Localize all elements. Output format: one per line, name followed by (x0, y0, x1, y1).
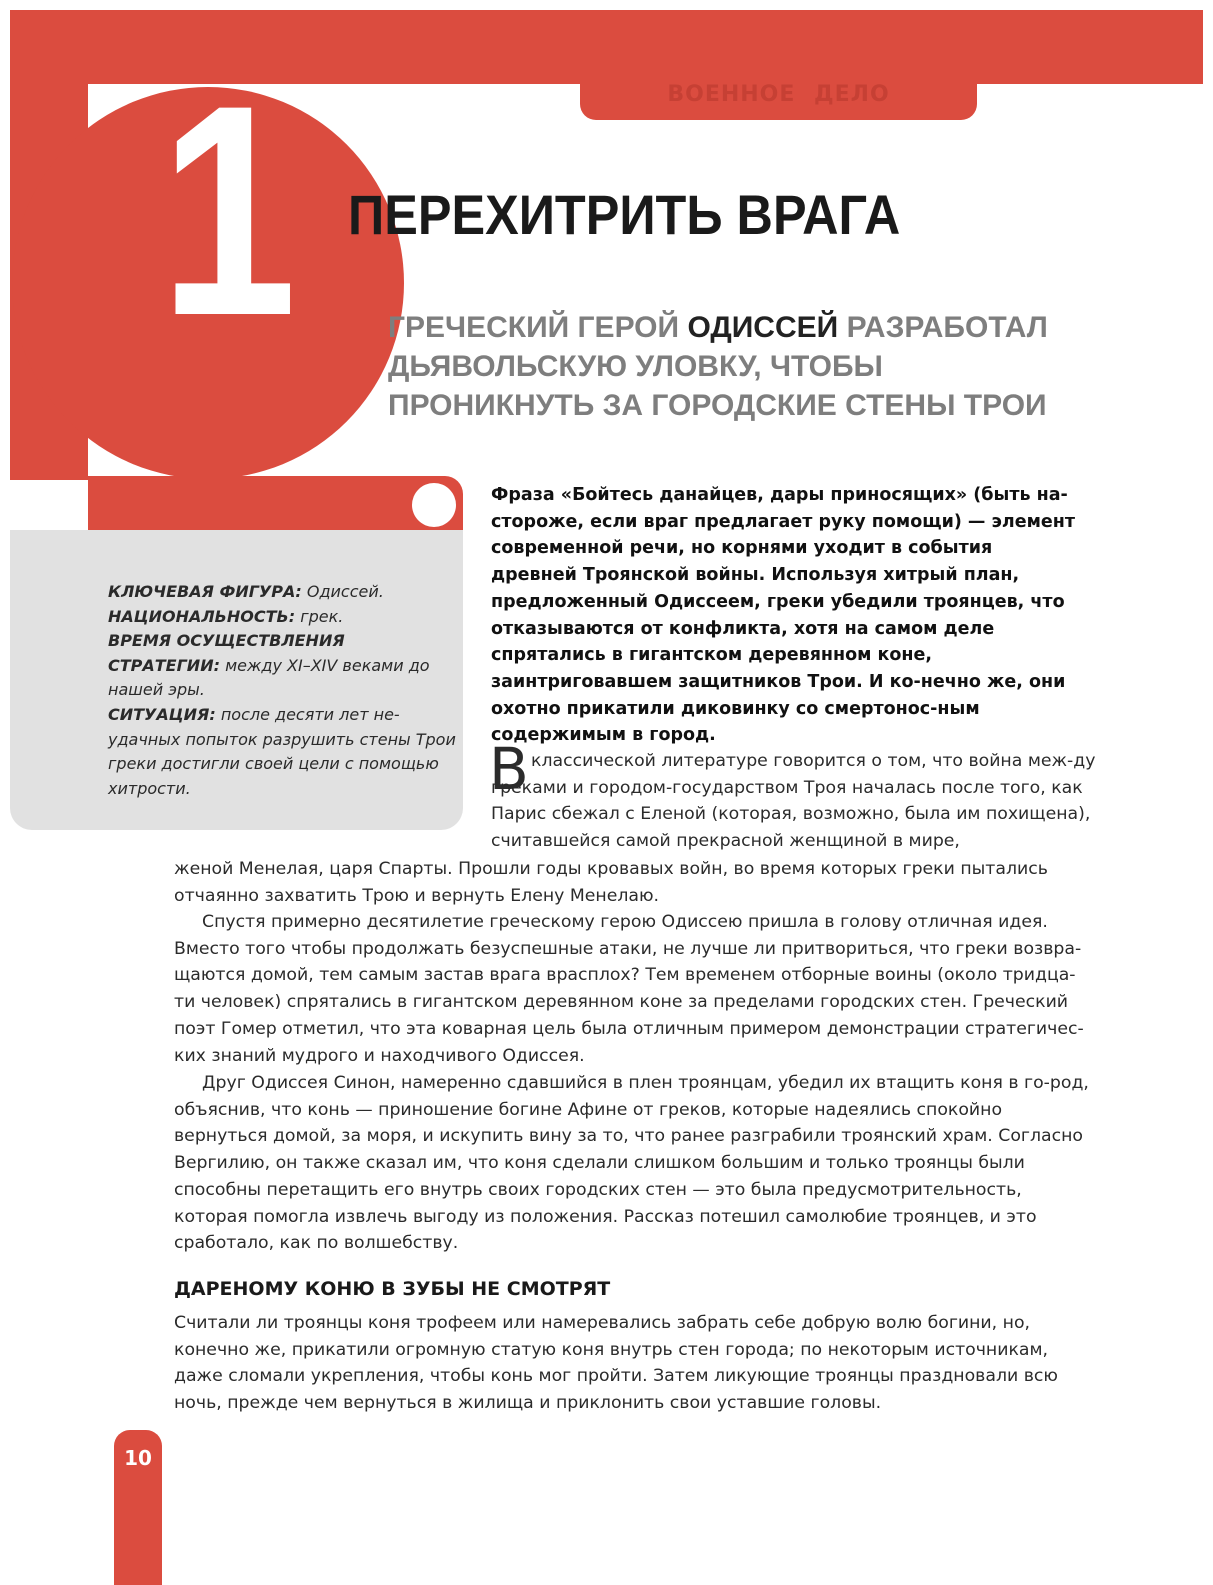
nationality-label: НАЦИОНАЛЬНОСТЬ: (108, 606, 296, 626)
paragraph-2: Спустя примерно десятилетие греческому герою Одиссею пришла в голову отличная идея. Вместо того чтобы продолжать безуспешные атаки, не лучше ли притвориться, что греки возвра-щаются домой, тем самым застав врага врасплох? Тем временем отборные воины (около тридца-ти человек) спрятались в гигантском деревянном коне за пределами городских стен. Греческий поэт Гомер отметил, что эта коварная цель была отличным примером демонстрации стратегичес-ких знаний мудрого и находчивого Одиссея. (174, 912, 1084, 1066)
intro-paragraph: Фраза «Бойтесь данайцев, дары приносящих» (быть на-стороже, если враг предлагает руку помощи) — элемент современной речи, но корнями уходит в события древней Троянской войны. Используя хитрый план, предложенный Одиссеем, греки убедили троянцев, что отказываются от конфликта, хотя на самом деле спрятались в гигантском деревянном коне, заинтриговавшем защитников Трои. И ко-нечно же, они охотно прикатили диковинку со смертонос-ным содержимым в город. (491, 485, 1075, 746)
chapter-number: 1 (160, 42, 297, 378)
subtitle-part1: ГРЕЧЕСКИЙ ГЕРОЙ (388, 311, 680, 344)
nationality-value: грек. (300, 606, 344, 626)
situation-label: СИТУАЦИЯ: (108, 704, 216, 724)
key-figure-value: Одиссей. (306, 582, 384, 601)
section-heading: ДАРЕНОМУ КОНЮ В ЗУБЫ НЕ СМОТРЯТ (174, 1278, 611, 1300)
info-box-header-band (88, 476, 463, 530)
key-figure-label: КЛЮЧЕВАЯ ФИГУРА: (108, 582, 302, 601)
band-circle-decoration (412, 483, 456, 527)
time-label: ВРЕМЯ ОСУЩЕСТВЛЕНИЯ СТРАТЕГИИ: (108, 631, 345, 675)
paragraph-1-start (491, 748, 1096, 855)
page-subtitle (388, 308, 1088, 425)
page-title: ПЕРЕХИТРИТЬ ВРАГА (348, 183, 901, 246)
drop-cap: В (489, 735, 529, 803)
situation-value: после десяти лет не-удачных попыток разрушить стены Трои греки достигли своей цели с помощью хитрости. (108, 704, 456, 798)
time-value: между XI–XIV веками до нашей эры. (108, 655, 430, 700)
paragraph-1-end: женой Менелая, царя Спарты. Прошли годы кровавых войн, во время которых греки пытались отчаянно захватить Трою и вернуть Елену Менелаю. (174, 859, 1048, 906)
subtitle-highlight: ОДИССЕЙ (687, 311, 839, 344)
info-box-text (108, 580, 458, 801)
paragraph-4: Считали ли троянцы коня трофеем или намеревались забрать себе добрую волю богини, но, конечно же, прикатили огромную статую коня внутрь стен города; по некоторым источникам, даже сломали укрепления, чтобы конь мог пройти. Затем ликующие троянцы праздновали всю ночь, прежде чем вернуться в жилища и приклонить свои уставшие головы. (174, 1313, 1058, 1414)
paragraph-3: Друг Одиссея Синон, намеренно сдавшийся в плен троянцам, убедил их втащить коня в го-род, объяснив, что конь — приношение богине Афине от греков, которые надеялись спокойно вернуться домой, за моря, и искупить вину за то, что ранее разграбили троянский храм. Согласно Вергилию, он также сказал им, что коня сделали слишком большим и только троянцы были способны перетащить его внутрь своих городских стен — это была предусмотрительность, которая помогла извлечь выгоду из положения. Рассказ потешил самолюбие троянцев, и это сработало, как по волшебству. (174, 1073, 1089, 1254)
section-tab-label: ВОЕННОЕ ДЕЛО (667, 82, 890, 107)
paragraph-1-start-text: классической литературе говорится о том, что война меж-ду греками и городом-государством Троя началась после того, как Парис сбежал с Еленой (которая, возможно, была им похищена), считавшейся самой прекрасной женщиной в мире, (491, 751, 1096, 852)
subtitle-part2: РАЗРАБОТАЛ ДЬЯВОЛЬСКУЮ УЛОВКУ, ЧТОБЫ ПРОНИКНУТЬ ЗА ГОРОДСКИЕ СТЕНЫ ТРОИ (388, 311, 1048, 422)
page-number: 10 (124, 1446, 152, 1470)
